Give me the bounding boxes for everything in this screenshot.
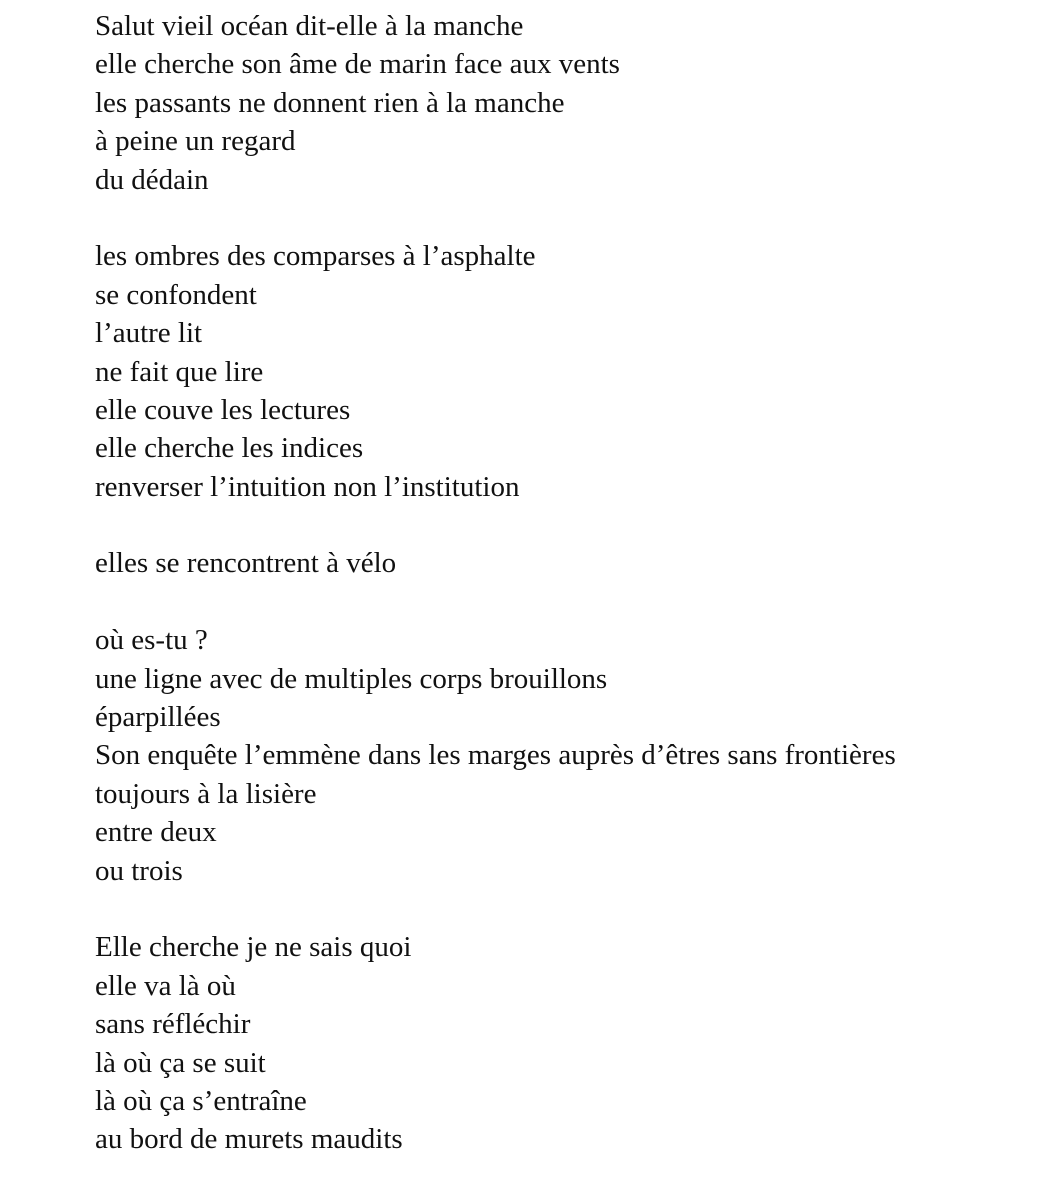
poem-line: ne fait que lire (95, 355, 264, 388)
poem-line: là où ça s’entraîne (95, 1084, 307, 1117)
poem-line: là où ça se suit (95, 1046, 266, 1079)
poem-line: Son enquête l’emmène dans les marges auprès d’êtres sans frontières (95, 739, 896, 772)
stanza-1 (95, 7, 1035, 199)
poem-line: elle cherche son âme de marin face aux vents (95, 48, 620, 81)
poem-line: l’autre lit (95, 317, 203, 350)
poem-line: elle couve les lectures (95, 393, 351, 426)
poem-line: où es-tu ? (95, 624, 208, 657)
poem-line: elle cherche les indices (95, 432, 364, 465)
poem-line: toujours à la lisière (95, 777, 317, 810)
poem-line: du dédain (95, 163, 209, 196)
poem-line: les passants ne donnent rien à la manche (95, 86, 565, 119)
poem-line: les ombres des comparses à l’asphalte (95, 240, 536, 273)
poem-line: entre deux (95, 816, 217, 849)
stanza-5 (95, 928, 1035, 1158)
poem-line: se confondent (95, 278, 257, 311)
poem-line: renverser l’intuition non l’institution (95, 470, 520, 503)
stanza-3 (95, 544, 1035, 582)
stanza-4 (95, 621, 1035, 890)
poem-line: une ligne avec de multiples corps brouillons (95, 662, 608, 695)
poem-text (95, 7, 1035, 1197)
poem-line: sans réfléchir (95, 1008, 251, 1041)
poem-line: elle va là où (95, 969, 236, 1002)
poem-line: ou trois (95, 854, 183, 887)
poem-line: Salut vieil océan dit-elle à la manche (95, 10, 524, 42)
poem-line: au bord de murets maudits (95, 1123, 403, 1156)
stanza-2 (95, 237, 1035, 506)
poem-line: à peine un regard (95, 125, 296, 158)
poem-line: éparpillées (95, 701, 221, 734)
poem-line: elles se rencontrent à vélo (95, 547, 397, 580)
poem-line: Elle cherche je ne sais quoi (95, 931, 412, 964)
